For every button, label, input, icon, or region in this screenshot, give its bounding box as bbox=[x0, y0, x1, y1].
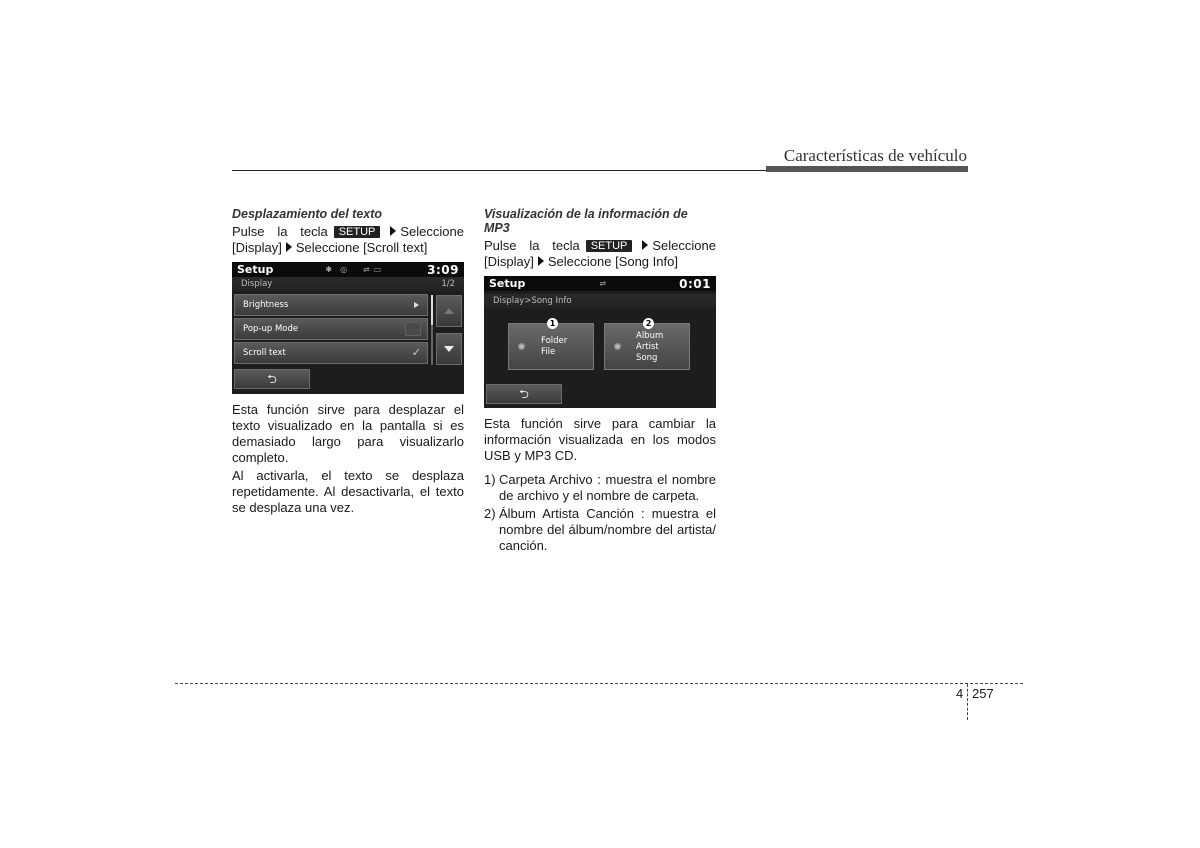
chapter-number: 4 bbox=[956, 686, 964, 701]
footer-rule bbox=[175, 683, 1023, 684]
list-item: 2) Álbum Artista Canción : muestra el nombre del álbum/nombre del artista/ canción. bbox=[484, 506, 716, 553]
scroll-up-button[interactable] bbox=[436, 295, 462, 327]
section-heading: Visualización de la información de MP3 bbox=[484, 207, 688, 235]
back-arrow-icon: ⮌ bbox=[519, 387, 529, 401]
arrow-icon bbox=[642, 240, 648, 250]
footer-divider bbox=[967, 684, 968, 720]
screen-section-bar bbox=[232, 277, 464, 291]
running-header-title: Características de vehículo bbox=[783, 146, 967, 165]
back-arrow-icon: ⮌ bbox=[267, 372, 277, 386]
screen-clock: 0:01 bbox=[679, 276, 711, 291]
checkbox-unchecked-icon[interactable] bbox=[405, 322, 421, 336]
paragraph: Esta función sirve para desplazar el texto visualizado en la pantalla si es demasiado largo para visualizarlo completo. bbox=[232, 402, 464, 465]
display-screen bbox=[232, 262, 464, 394]
up-arrow-icon bbox=[444, 308, 454, 314]
left-column bbox=[232, 207, 464, 516]
right-column bbox=[484, 207, 716, 556]
back-button[interactable] bbox=[486, 384, 562, 404]
screen-status-bar bbox=[484, 276, 716, 291]
radio-button-icon[interactable] bbox=[614, 343, 621, 350]
arrow-icon bbox=[286, 242, 292, 252]
back-button[interactable] bbox=[234, 369, 310, 389]
screen-section-label: Display>Song Info bbox=[493, 296, 572, 306]
screen-page-indicator: 1/2 bbox=[441, 279, 455, 289]
down-arrow-icon bbox=[444, 346, 454, 352]
option-album-artist-song[interactable]: 2 Album Artist Song bbox=[604, 323, 690, 370]
callout-number: 1 bbox=[547, 318, 558, 329]
scroll-down-button[interactable] bbox=[436, 333, 462, 365]
usb-icon: ⇌ bbox=[599, 278, 607, 288]
radio-button-icon[interactable] bbox=[518, 343, 525, 350]
paragraph: Al activarla, el texto se desplaza repetidamente. Al desactivarla, el texto se desplaza una vez. bbox=[232, 468, 464, 515]
bluetooth-icon: ✱ bbox=[325, 264, 333, 274]
song-info-screen bbox=[484, 276, 716, 408]
instruction: Pulse la tecla SETUP Seleccione [Display] Seleccione [Song Info] bbox=[484, 238, 716, 269]
screen-title: Setup bbox=[489, 276, 526, 290]
numbered-list bbox=[484, 472, 716, 554]
usb-icon: ⇌ bbox=[363, 264, 370, 274]
screen-section-label: Display bbox=[241, 279, 273, 289]
screen-title: Setup bbox=[237, 262, 274, 276]
section-heading: Desplazamiento del texto bbox=[232, 207, 383, 221]
list-item: 1) Carpeta Archivo : muestra el nombre de archivo y el nombre de carpeta. bbox=[484, 472, 716, 503]
setup-key-label: SETUP bbox=[586, 240, 633, 252]
chevron-right-icon bbox=[414, 302, 419, 308]
screen-section-bar bbox=[484, 294, 716, 308]
menu-row-scroll-text[interactable]: Scroll text ✓ bbox=[234, 342, 428, 364]
menu-row-popup-mode[interactable]: Pop-up Mode bbox=[234, 318, 428, 340]
arrow-icon bbox=[538, 256, 544, 266]
option-folder-file[interactable]: 1 Folder File bbox=[508, 323, 594, 370]
setup-key-label: SETUP bbox=[334, 226, 381, 238]
checkmark-icon[interactable]: ✓ bbox=[411, 346, 421, 359]
arrow-icon bbox=[390, 226, 396, 236]
battery-icon: ▭ bbox=[373, 264, 382, 274]
scrollbar[interactable] bbox=[431, 295, 433, 365]
disc-icon: ◎ bbox=[340, 264, 348, 274]
callout-number: 2 bbox=[643, 318, 654, 329]
screen-status-bar bbox=[232, 262, 464, 277]
header-bar bbox=[766, 166, 968, 172]
instruction: Pulse la tecla SETUP Seleccione [Display] Seleccione [Scroll text] bbox=[232, 224, 464, 255]
paragraph: Esta función sirve para cambiar la información visualizada en los modos USB y MP3 CD. bbox=[484, 416, 716, 463]
page-number: 257 bbox=[972, 686, 994, 701]
header-rule bbox=[232, 170, 766, 171]
menu-row-brightness[interactable]: Brightness bbox=[234, 294, 428, 316]
screen-clock: 3:09 bbox=[427, 262, 459, 277]
